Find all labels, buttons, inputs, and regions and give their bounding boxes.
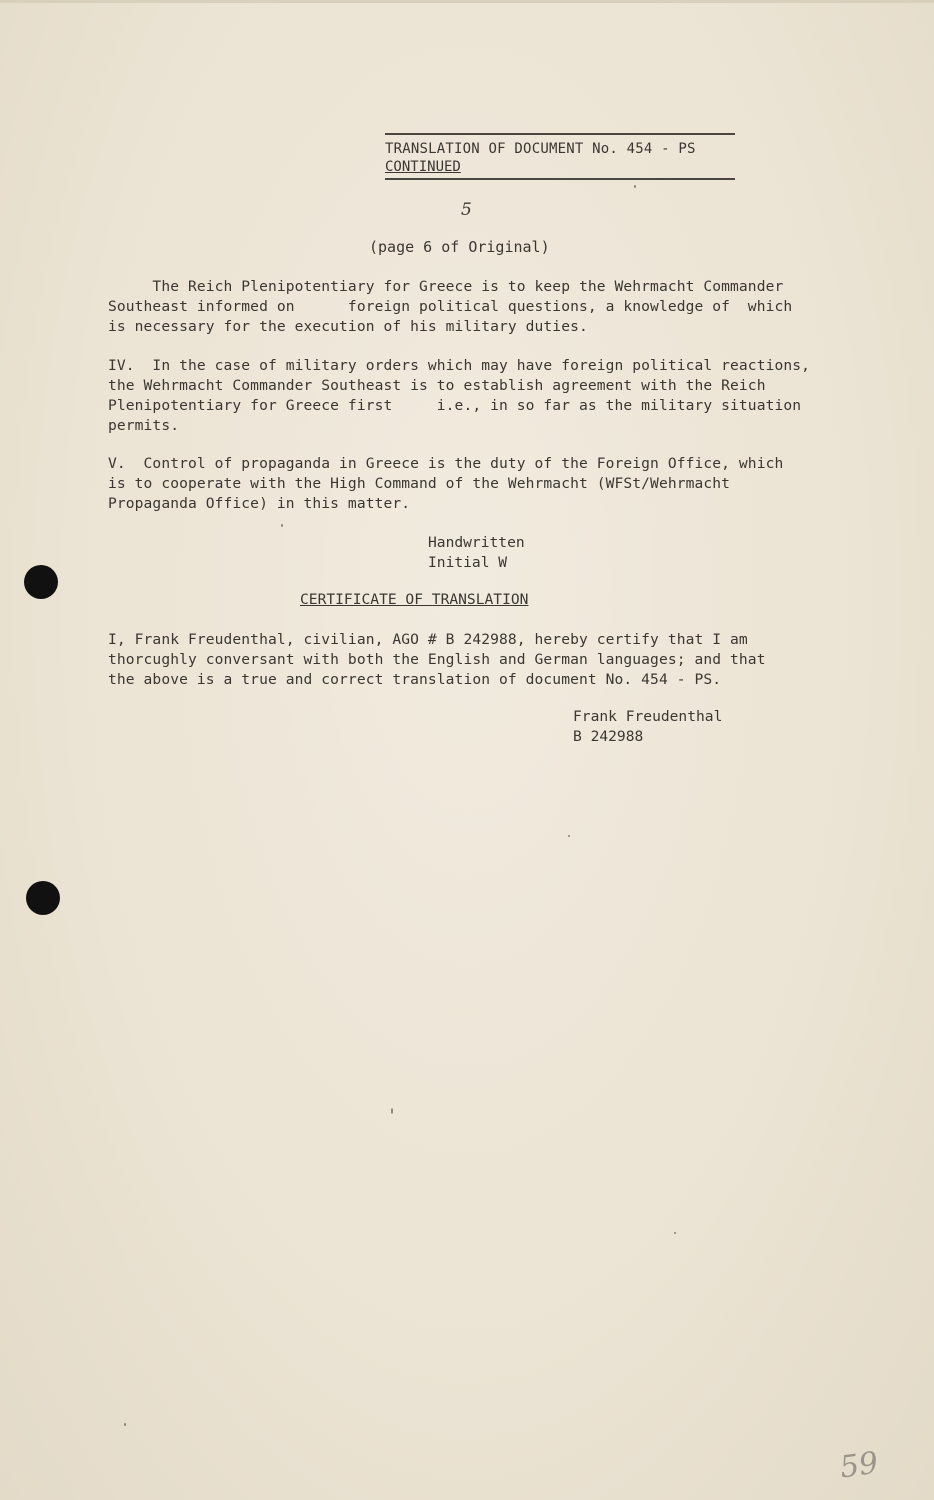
paper-speck	[634, 185, 636, 188]
paper-speck	[391, 1108, 393, 1114]
original-page-reference: (page 6 of Original)	[369, 238, 550, 256]
paper-speck	[568, 835, 570, 837]
paragraph-iv: IV. In the case of military orders which may have foreign political reactions, the Wehrmacht Commander Southeast is to establish agreement with the Reich Plenipotentiary for Greece first i.e., in so far as the military situation permits.	[108, 357, 811, 434]
paper-speck	[281, 524, 283, 527]
header-title: TRANSLATION OF DOCUMENT No. 454 - PS	[385, 141, 696, 157]
page-top-edge	[0, 0, 934, 3]
header-continued: CONTINUED	[385, 159, 461, 175]
paper-speck	[674, 1232, 676, 1234]
header-rule-top	[385, 133, 735, 135]
translator-signature: Frank Freudenthal B 242988	[573, 708, 723, 745]
paragraph-plenipotentiary: The Reich Plenipotentiary for Greece is to keep the Wehrmacht Commander Southeast informed on foreign political questions, a knowledge of which is necessary for the execution of his military duties.	[108, 278, 793, 335]
document-header	[385, 133, 735, 180]
certificate-title: CERTIFICATE OF TRANSLATION	[300, 591, 529, 608]
page-number: 5	[461, 200, 472, 220]
punch-hole-upper	[24, 565, 58, 599]
paper-speck	[124, 1423, 126, 1426]
folio-number-mark: 59	[837, 1445, 881, 1486]
paragraph-v: V. Control of propaganda in Greece is the duty of the Foreign Office, which is to cooperate with the High Command of the Wehrmacht (WFSt/Wehrmacht Propaganda Office) in this matter.	[108, 455, 784, 512]
punch-hole-lower	[26, 881, 60, 915]
handwritten-initial-note: Handwritten Initial W	[428, 534, 525, 571]
header-rule-bottom	[385, 178, 735, 180]
certificate-text: I, Frank Freudenthal, civilian, AGO # B 242988, hereby certify that I am thorcughly conversant with both the English and German languages; and that the above is a true and correct translation of document No. 454 - PS.	[108, 631, 766, 688]
